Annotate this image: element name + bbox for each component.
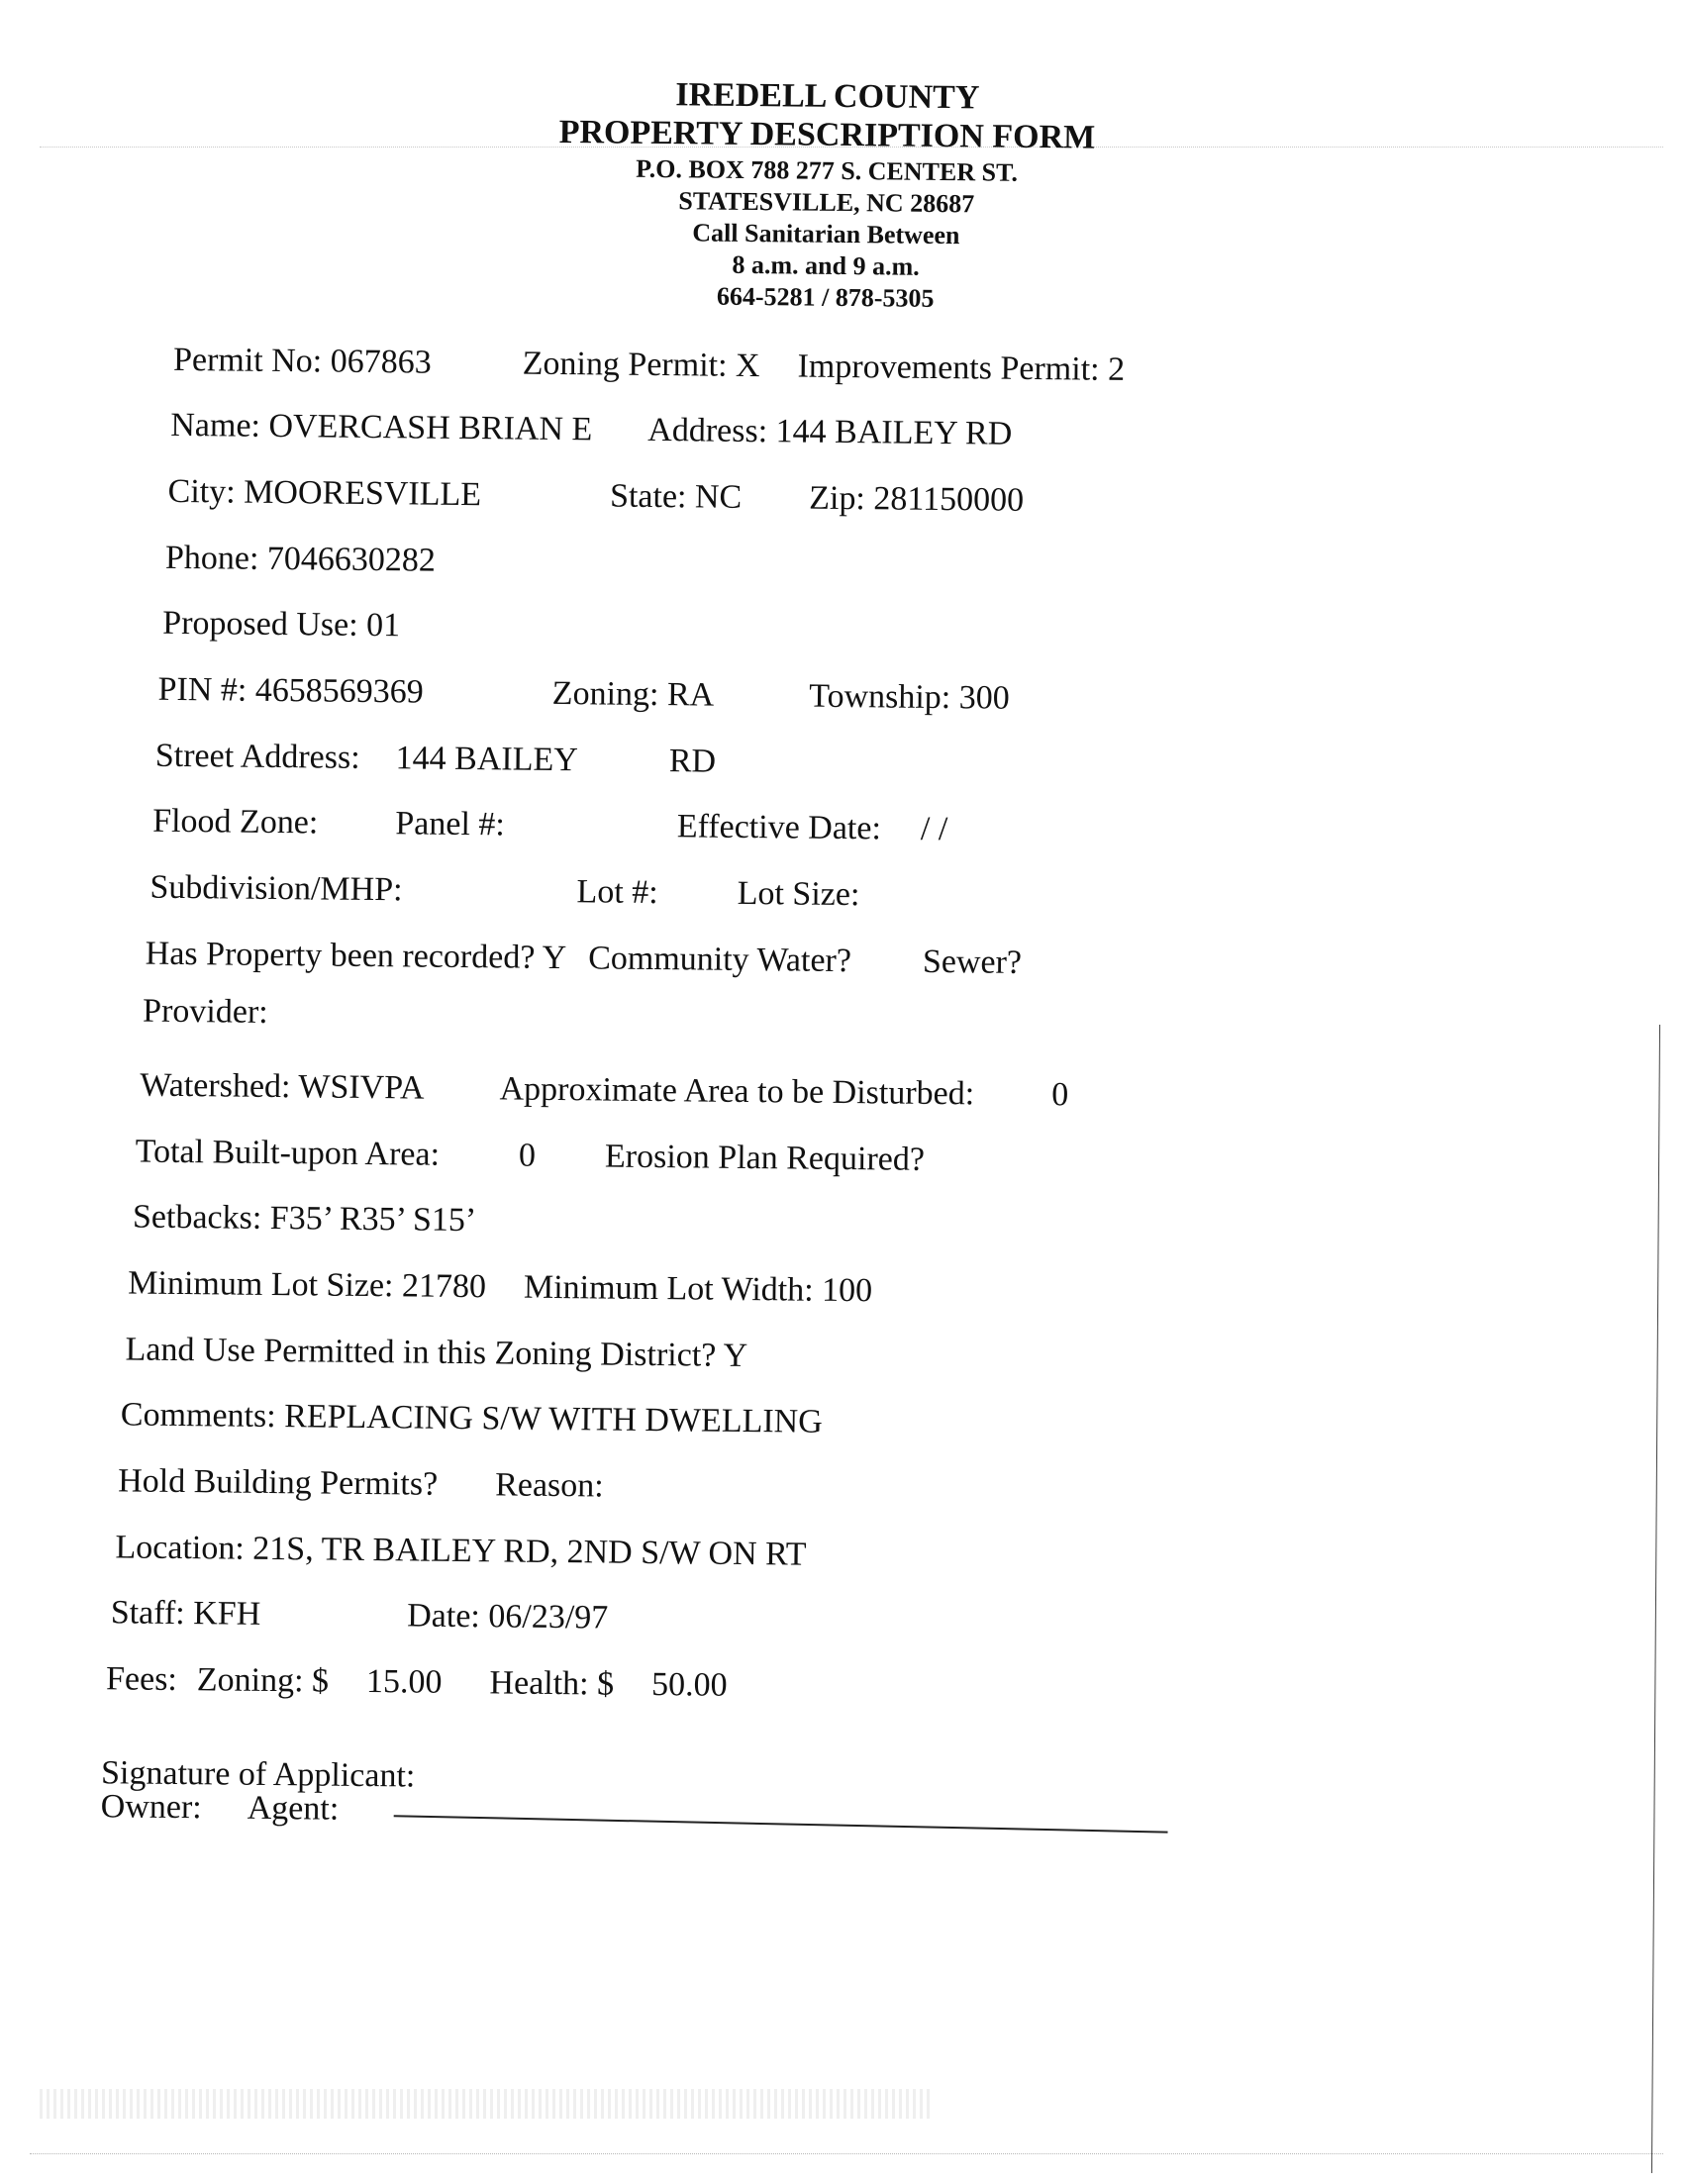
flood-zone: Flood Zone: (151, 802, 319, 842)
row-flood-zone (152, 803, 948, 848)
built-upon-value: 0 (518, 1137, 537, 1174)
hold-building-permits: Hold Building Permits? (118, 1462, 439, 1503)
row-watershed (140, 1067, 1068, 1115)
township: Township: 300 (808, 677, 1010, 717)
form-title: PROPERTY DESCRIPTION FORM (558, 114, 1096, 156)
zoning-permit: Zoning Permit: X (522, 345, 760, 385)
health-fee-label: Health: $ (489, 1664, 615, 1703)
row-land-use (125, 1331, 747, 1375)
sewer: Sewer? (922, 943, 1023, 981)
row-staff-date (111, 1594, 609, 1637)
lot-size: Lot Size: (737, 874, 860, 914)
applicant-phone: Phone: 7046630282 (164, 539, 437, 579)
phone-numbers: 664-5281 / 878-5305 (716, 281, 935, 313)
minimum-lot-size: Minimum Lot Size: 21780 (128, 1264, 487, 1306)
street-address-name: 144 BAILEY (395, 740, 579, 779)
row-fees (106, 1660, 728, 1705)
county-name: IREDELL COUNTY (675, 76, 980, 117)
provider: Provider: (142, 992, 268, 1031)
improvements-permit: Improvements Permit: 2 (797, 347, 1126, 388)
signature-block (101, 1756, 416, 1827)
effective-date-label: Effective Date: (676, 808, 882, 847)
call-instructions: Call Sanitarian Between (692, 218, 960, 250)
fees-label: Fees: (105, 1660, 178, 1699)
subdivision-mhp: Subdivision/MHP: (149, 868, 403, 909)
row-proposed-use (162, 605, 400, 645)
zoning-district: Zoning: RA (551, 674, 715, 714)
land-use-permitted: Land Use Permitted in this Zoning District? Y (125, 1331, 748, 1375)
row-city-state-zip (167, 473, 1024, 520)
watershed: Watershed: WSIVPA (140, 1066, 425, 1107)
signature-label: Signature of Applicant: (100, 1754, 416, 1795)
row-provider (143, 993, 268, 1032)
street-address-suffix: RD (668, 743, 717, 780)
zoning-fee-value: 15.00 (365, 1663, 443, 1701)
zoning-fee-label: Zoning: $ (196, 1661, 330, 1700)
row-comments (121, 1396, 823, 1440)
effective-date-value: / / (920, 810, 948, 848)
row-hold-permits (118, 1462, 604, 1505)
owner-label: Owner: (100, 1788, 202, 1827)
area-disturbed-label: Approximate Area to be Disturbed: (499, 1070, 975, 1113)
row-street-address (155, 738, 717, 781)
erosion-plan: Erosion Plan Required? (604, 1138, 926, 1178)
health-fee-value: 50.00 (650, 1666, 728, 1704)
row-minimum-lot (128, 1264, 872, 1310)
reason: Reason: (494, 1466, 604, 1505)
area-disturbed-value: 0 (1051, 1076, 1069, 1114)
row-phone (165, 540, 436, 580)
row-recorded (146, 936, 1023, 982)
row-pin (157, 671, 1010, 718)
setbacks: Setbacks: F35’ R35’ S15’ (132, 1198, 477, 1240)
applicant-name: Name: OVERCASH BRIAN E (170, 406, 593, 448)
staff: Staff: KFH (110, 1594, 261, 1633)
signature-line (394, 1815, 1168, 1833)
row-name-address (170, 407, 1012, 453)
date: Date: 06/23/97 (407, 1597, 609, 1637)
applicant-address: Address: 144 BAILEY RD (647, 411, 1013, 452)
applicant-zip: Zip: 281150000 (809, 479, 1025, 519)
applicant-city: City: MOORESVILLE (167, 472, 482, 514)
call-hours: 8 a.m. and 9 a.m. (732, 249, 920, 281)
street-address-label: Street Address: (154, 737, 360, 776)
proposed-use: Proposed Use: 01 (162, 604, 401, 645)
permit-number: Permit No: 067863 (172, 341, 432, 381)
row-setbacks (133, 1199, 477, 1241)
row-permit (173, 342, 1125, 389)
community-water: Community Water? (588, 940, 852, 980)
mailing-address: P.O. BOX 788 277 S. CENTER ST. (636, 153, 1019, 188)
applicant-state: State: NC (609, 477, 743, 516)
panel-number: Panel #: (395, 805, 506, 844)
pin-number: PIN #: 4658569369 (157, 670, 424, 711)
minimum-lot-width: Minimum Lot Width: 100 (523, 1268, 873, 1310)
city-state-zip: STATESVILLE, NC 28687 (678, 186, 975, 219)
lot-number: Lot #: (576, 873, 658, 912)
location: Location: 21S, TR BAILEY RD, 2ND S/W ON RT (115, 1529, 807, 1573)
row-location (115, 1529, 806, 1573)
row-subdivision (149, 869, 859, 915)
form-header (539, 74, 1115, 316)
built-upon-label: Total Built-upon Area: (135, 1133, 441, 1173)
property-recorded: Has Property been recorded? Y (145, 935, 567, 977)
agent-label: Agent: (247, 1789, 340, 1828)
row-built-upon (135, 1134, 925, 1179)
comments: Comments: REPLACING S/W WITH DWELLING (120, 1396, 823, 1440)
